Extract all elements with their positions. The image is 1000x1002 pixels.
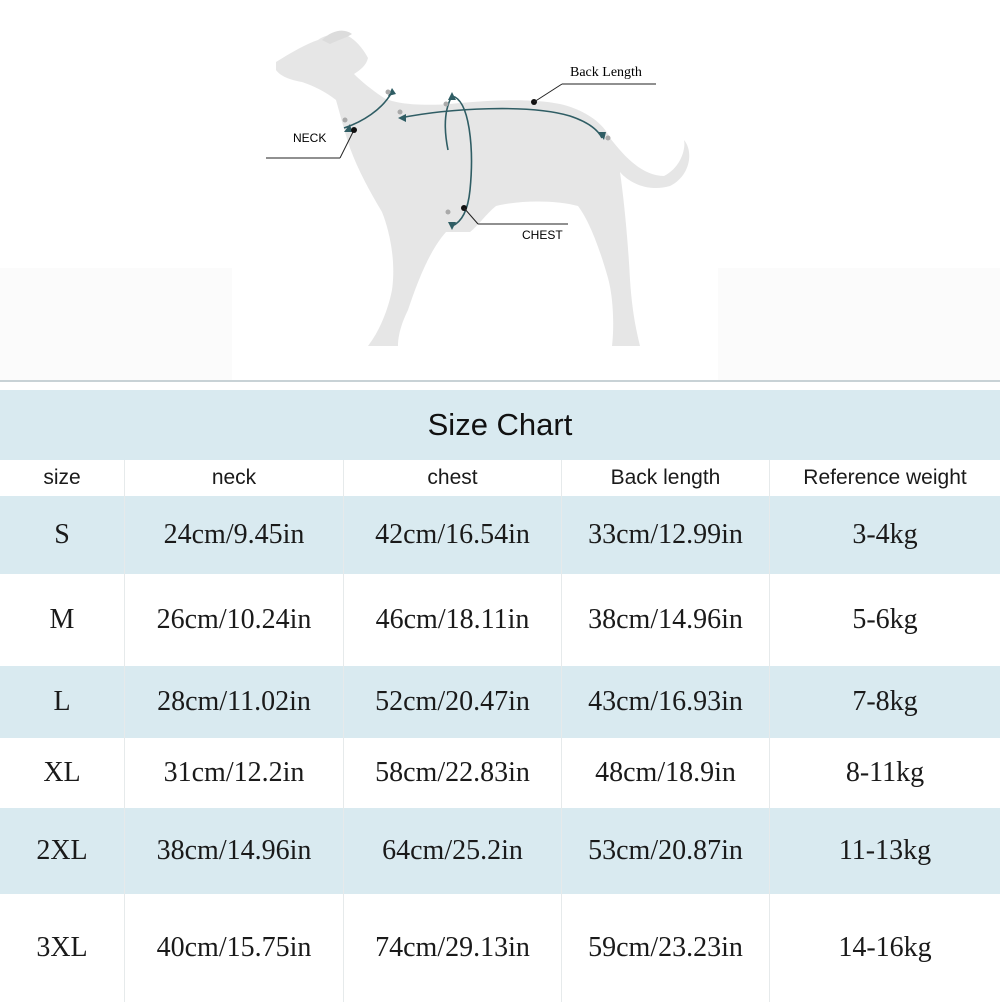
table-header-row — [0, 460, 1000, 496]
dog-measurement-diagram — [0, 0, 1000, 380]
neck-cell: 28cm/11.02in — [125, 666, 344, 738]
chest-cell: 46cm/18.11in — [344, 574, 562, 666]
chest-cell: 64cm/25.2in — [344, 808, 562, 894]
header-chest: chest — [344, 460, 562, 496]
header-back-length: Back length — [562, 460, 770, 496]
back-length-label: Back Length — [570, 65, 642, 80]
chest-label: CHEST — [522, 228, 563, 242]
chest-cell: 58cm/22.83in — [344, 738, 562, 808]
back-length-cell: 53cm/20.87in — [562, 808, 770, 894]
size-chart-table — [0, 380, 1000, 1000]
back-length-cell: 43cm/16.93in — [562, 666, 770, 738]
table-row-xl — [0, 738, 1000, 808]
back-length-cell: 33cm/12.99in — [562, 496, 770, 574]
table-row-l — [0, 666, 1000, 738]
table-row-2xl — [0, 808, 1000, 894]
neck-cell: 31cm/12.2in — [125, 738, 344, 808]
neck-cell: 26cm/10.24in — [125, 574, 344, 666]
chest-cell: 52cm/20.47in — [344, 666, 562, 738]
weight-cell: 8-11kg — [845, 757, 925, 788]
weight-cell: 3-4kg — [852, 519, 918, 550]
header-size: size — [0, 460, 125, 496]
back-length-cell: 38cm/14.96in — [562, 574, 770, 666]
size-cell: 3XL — [0, 894, 125, 1002]
back-length-cell: 59cm/23.23in — [562, 894, 770, 1002]
size-cell: M — [0, 574, 125, 666]
neck-cell: 24cm/9.45in — [125, 496, 344, 574]
size-cell: S — [0, 496, 125, 574]
table-row-m — [0, 574, 1000, 666]
header-neck: neck — [125, 460, 344, 496]
header-reference-weight: Reference weight — [803, 466, 967, 489]
dog-silhouette — [276, 34, 689, 346]
weight-cell: 11-13kg — [838, 835, 932, 866]
size-chart-title: Size Chart — [427, 407, 573, 442]
chest-cell: 42cm/16.54in — [344, 496, 562, 574]
size-cell: XL — [0, 738, 125, 808]
weight-cell: 5-6kg — [852, 604, 918, 635]
table-row-3xl — [0, 894, 1000, 1002]
back-length-cell: 48cm/18.9in — [562, 738, 770, 808]
chest-cell: 74cm/29.13in — [344, 894, 562, 1002]
neck-cell: 40cm/15.75in — [125, 894, 344, 1002]
table-row-s — [0, 496, 1000, 574]
size-chart-title-row — [0, 390, 1000, 460]
neck-cell: 38cm/14.96in — [125, 808, 344, 894]
size-cell: L — [0, 666, 125, 738]
weight-cell: 7-8kg — [852, 686, 918, 717]
neck-label: NECK — [293, 131, 327, 145]
weight-cell: 14-16kg — [838, 932, 932, 963]
size-cell: 2XL — [0, 808, 125, 894]
dog-silhouette-illustration — [0, 0, 1000, 380]
